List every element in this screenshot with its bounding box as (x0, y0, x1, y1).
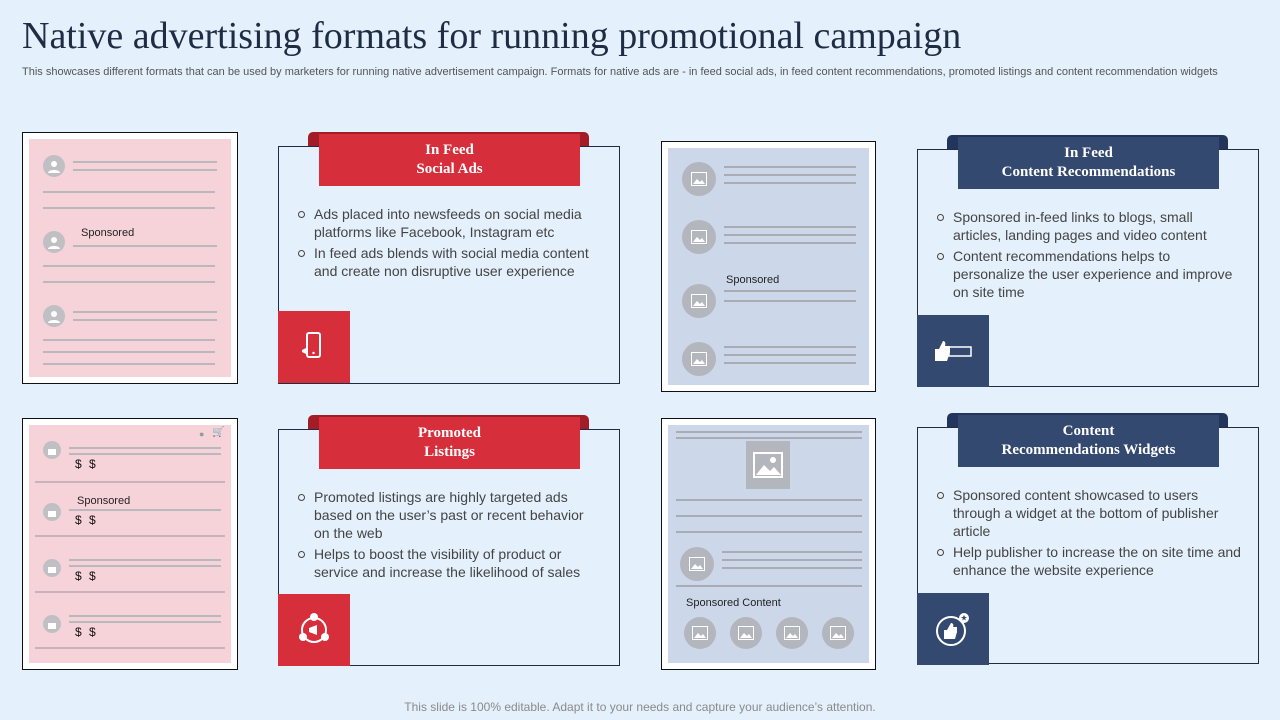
cart-icon: 🛒 (212, 427, 225, 438)
avatar-icon (43, 305, 65, 327)
in-feed-social-ads-title: In Feed Social Ads (319, 134, 580, 186)
footer-note: This slide is 100% editable. Adapt it to your needs and capture your audience’s attention. (404, 700, 876, 714)
image-icon (680, 547, 714, 581)
lock-icon (43, 615, 61, 633)
image-placeholder-icon (746, 441, 790, 489)
image-icon (682, 162, 716, 196)
sponsored-label: Sponsored (726, 274, 780, 286)
in-feed-social-ads-bullets (296, 205, 602, 283)
bullet-item: Sponsored content showcased to users through a widget at the bottom of publisher article (935, 486, 1241, 540)
bullet-item: In feed ads blends with social media content and create non disruptive user experience (296, 244, 602, 280)
content-recommendations-widgets-title: Content Recommendations Widgets (958, 415, 1219, 467)
image-icon (684, 617, 716, 649)
content-widgets-mockup (661, 418, 876, 670)
mobile-megaphone-icon (278, 311, 350, 383)
price-label: $ $ (75, 569, 98, 583)
user-icon: ● (199, 429, 205, 439)
image-icon (822, 617, 854, 649)
recommendation-thumb-icon (917, 315, 989, 387)
image-icon (682, 220, 716, 254)
lock-icon (43, 559, 61, 577)
lock-icon (43, 503, 61, 521)
lock-icon (43, 441, 61, 459)
promoted-listings-bullets (296, 488, 602, 584)
image-icon (682, 342, 716, 376)
social-feed-mockup (22, 132, 238, 384)
sponsored-label: Sponsored (77, 495, 131, 507)
price-label: $ $ (75, 513, 98, 527)
image-icon (682, 284, 716, 318)
avatar-icon (43, 155, 65, 177)
price-label: $ $ (75, 625, 98, 639)
bullet-item: Promoted listings are highly targeted ads based on the user’s past or recent behavior on the web (296, 488, 602, 542)
image-icon (730, 617, 762, 649)
promoted-listings-mockup (22, 418, 238, 670)
page-title: Native advertising formats for running promotional campaign (22, 15, 962, 57)
image-icon (776, 617, 808, 649)
content-feed-mockup (661, 141, 876, 392)
page-subtitle: This showcases different formats that can be used by marketers for running native advertisement campaign. Formats for native ads are - in feed social ads, in feed content recommendations, promoted listings and content recommendation widgets (22, 66, 1218, 78)
bullet-item: Content recommendations helps to personalize the user experience and improve on site time (935, 247, 1241, 301)
content-recommendations-widgets-bullets (935, 486, 1241, 582)
promotion-cycle-icon (278, 594, 350, 666)
sponsored-content-label: Sponsored Content (686, 597, 781, 609)
avatar-icon (43, 231, 65, 253)
bullet-item: Helps to boost the visibility of product or service and increase the likelihood of sales (296, 545, 602, 581)
bullet-item: Help publisher to increase the on site time and enhance the website experience (935, 543, 1241, 579)
thumbs-up-star-icon (917, 593, 989, 665)
in-feed-content-recommendations-title: In Feed Content Recommendations (958, 137, 1219, 189)
bullet-item: Sponsored in-feed links to blogs, small articles, landing pages and video content (935, 208, 1241, 244)
promoted-listings-title: Promoted Listings (319, 417, 580, 469)
price-label: $ $ (75, 457, 98, 471)
in-feed-content-recommendations-bullets (935, 208, 1241, 304)
sponsored-label: Sponsored (81, 227, 135, 239)
bullet-item: Ads placed into newsfeeds on social media platforms like Facebook, Instagram etc (296, 205, 602, 241)
